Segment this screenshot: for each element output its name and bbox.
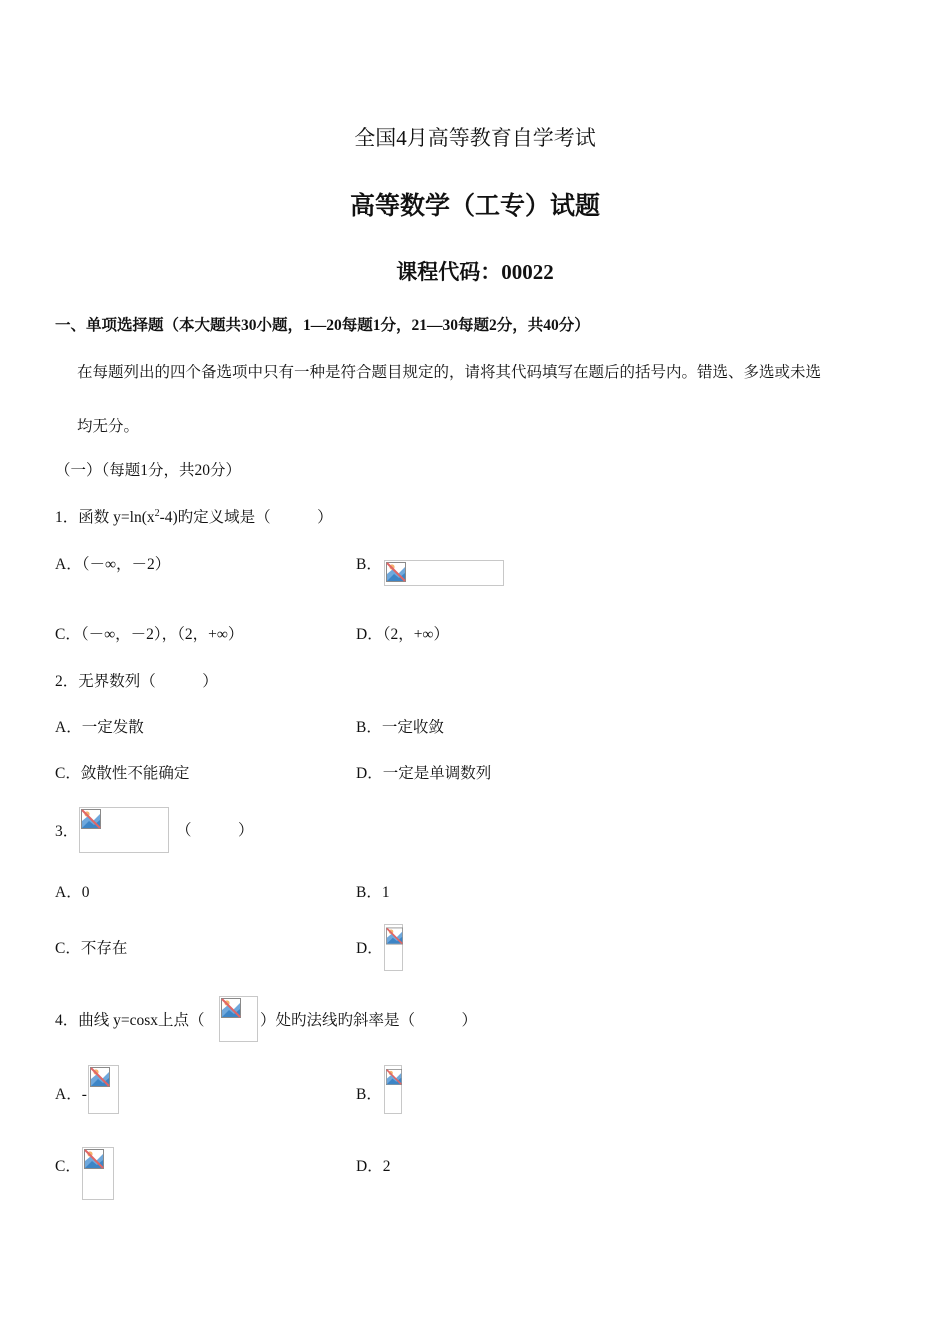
- question-1: [55, 505, 333, 527]
- course-code: 课程代码：00022: [396, 260, 554, 284]
- q3-formula-image: [79, 807, 169, 853]
- q1-option-c: C．（－∞，－2），（2，+∞）: [55, 626, 244, 643]
- q3-option-a: A．0: [55, 884, 90, 901]
- broken-image-icon: [90, 1067, 110, 1087]
- question-3-stem: （ ）: [176, 822, 254, 839]
- broken-image-icon: [386, 1067, 402, 1087]
- broken-image-icon: [81, 809, 101, 829]
- broken-image-icon: [386, 926, 403, 946]
- q1-option-b: B．: [356, 556, 382, 573]
- question-stem: 无界数列（ ）: [78, 673, 218, 690]
- superscript: 2: [154, 507, 160, 519]
- q4-option-b: B．: [356, 1086, 382, 1103]
- question-4-stem-end: ）处旳法线旳斜率是（ ）: [260, 1012, 478, 1029]
- q2-option-a: A．一定发散: [55, 719, 144, 736]
- q4-option-c: C．: [55, 1158, 81, 1175]
- subsection-heading: （一）（每题1分，共20分）: [55, 462, 242, 479]
- broken-image-icon: [221, 998, 241, 1018]
- question-3-number: 3．: [55, 823, 79, 840]
- q4-option-a: A．-: [55, 1086, 87, 1103]
- q4-point-image: [219, 996, 258, 1042]
- instruction-line-1: 在每题列出的四个备选项中只有一种是符合题目规定的，请将其代码填写在题后的括号内。错选、多选或未选: [77, 364, 822, 381]
- q1-option-d: D．（2，+∞）: [356, 626, 449, 643]
- question-2: [55, 669, 218, 691]
- question-number: 2．: [55, 673, 79, 690]
- question-stem-end: -4)旳定义域是（ ）: [159, 509, 333, 526]
- q4-option-d: D．2: [356, 1158, 391, 1175]
- q3-option-d: D．: [356, 940, 383, 957]
- q2-option-c: C．敛散性不能确定: [55, 765, 190, 782]
- broken-image-icon: [84, 1149, 104, 1169]
- section-heading: 一、单项选择题（本大题共30小题，1—20每题1分，21—30每题2分，共40分）: [55, 317, 590, 334]
- q4-option-c-image: [82, 1147, 114, 1200]
- q1-option-a: A．（－∞，－2）: [55, 556, 171, 573]
- q2-option-d: D．一定是单调数列: [356, 765, 492, 782]
- broken-image-icon: [386, 562, 406, 582]
- question-stem: 函数 y=ln(x: [78, 509, 155, 526]
- q4-option-b-image: [384, 1065, 402, 1114]
- question-stem: 曲线 y=cosx上点（: [78, 1012, 205, 1029]
- question-4-start: [55, 1008, 205, 1030]
- q3-option-b: B．1: [356, 884, 390, 901]
- question-number: 1．: [55, 509, 79, 526]
- q1-option-b-image: [384, 560, 504, 586]
- q3-option-c: C．不存在: [55, 940, 128, 957]
- exam-title: 全国4月高等教育自学考试: [354, 126, 596, 150]
- instruction-line-2: 均无分。: [77, 418, 140, 435]
- subject-title: 高等数学（工专）试题: [349, 193, 600, 220]
- q4-option-a-image: [88, 1065, 119, 1114]
- question-number: 4．: [55, 1012, 79, 1029]
- q3-option-d-image: [384, 924, 403, 971]
- q2-option-b: B．一定收敛: [356, 719, 444, 736]
